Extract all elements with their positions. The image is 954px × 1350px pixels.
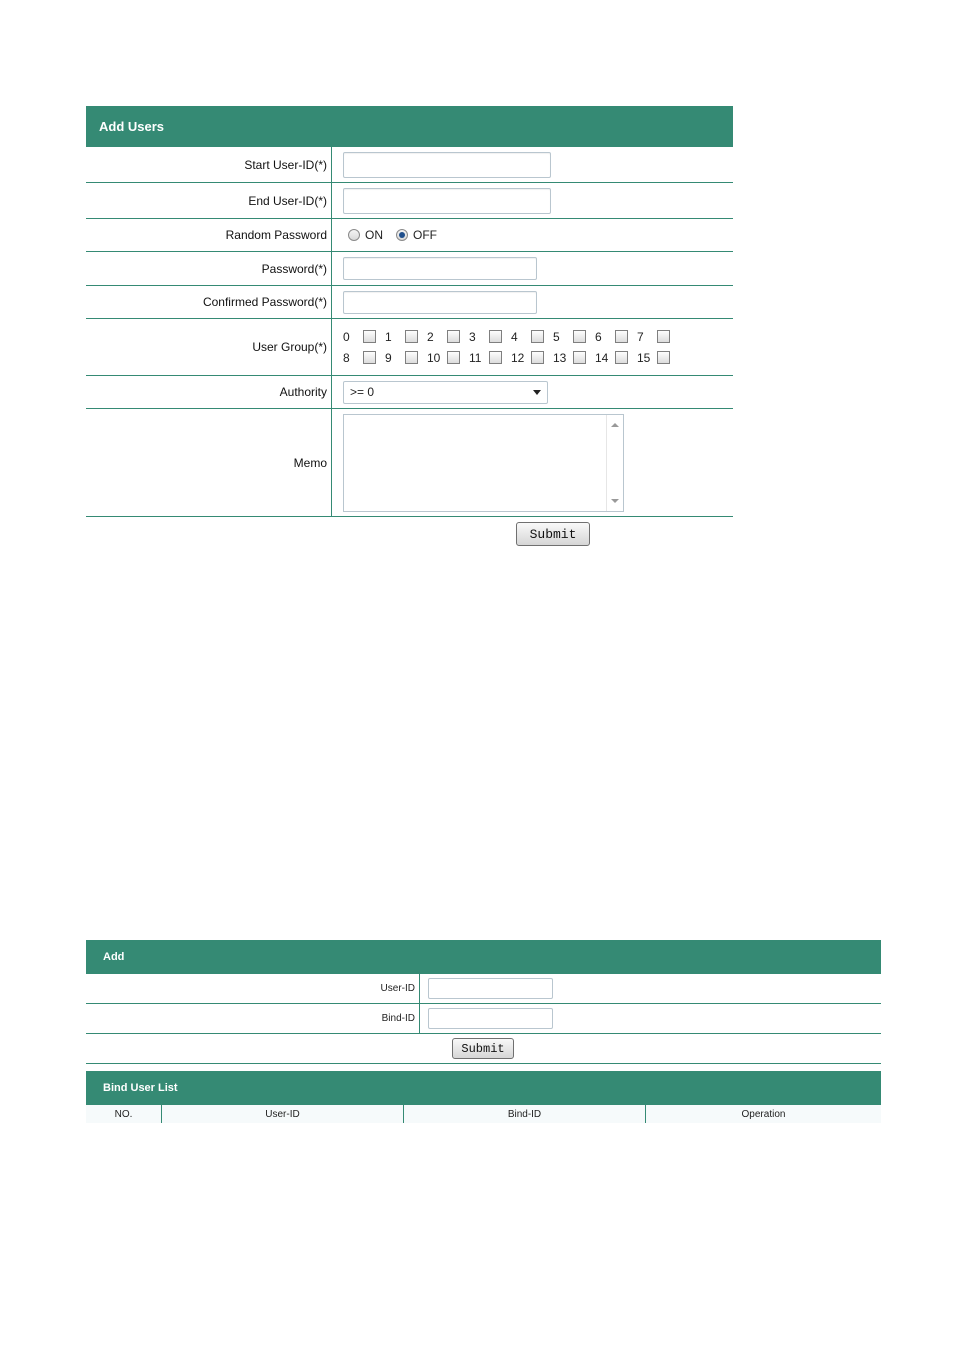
column-header-bind-id: Bind-ID <box>403 1105 645 1123</box>
random-password-row <box>86 219 733 252</box>
random-password-off-radio[interactable] <box>396 229 408 241</box>
user-group-number: 4 <box>511 329 518 344</box>
column-header-operation: Operation <box>645 1105 881 1123</box>
user-group-checkbox[interactable] <box>615 330 628 343</box>
user-group-checkbox[interactable] <box>657 351 670 364</box>
bind-id-input[interactable] <box>428 1008 553 1029</box>
user-group-number: 0 <box>343 329 350 344</box>
authority-selected-value: >= 0 <box>350 385 375 399</box>
user-group-number: 9 <box>385 350 392 365</box>
user-group-option <box>553 351 595 365</box>
user-group-checkbox[interactable] <box>405 351 418 364</box>
user-group-number: 1 <box>385 329 392 344</box>
start-user-id-input[interactable] <box>343 152 551 178</box>
bind-user-list-header <box>86 1105 881 1123</box>
user-group-option <box>343 351 385 365</box>
user-group-checkbox-grid <box>343 330 679 365</box>
user-group-option <box>595 330 637 344</box>
user-group-checkbox[interactable] <box>573 330 586 343</box>
user-group-option <box>427 330 469 344</box>
user-group-option <box>469 330 511 344</box>
user-group-checkbox[interactable] <box>363 351 376 364</box>
bind-id-label: Bind-ID <box>86 1004 420 1033</box>
user-group-checkbox[interactable] <box>447 351 460 364</box>
random-password-label: Random Password <box>86 219 332 251</box>
start-user-id-label: Start User-ID(*) <box>86 147 332 182</box>
user-group-checkbox[interactable] <box>657 330 670 343</box>
memo-scrollbar[interactable] <box>606 415 623 511</box>
random-password-on-label: ON <box>365 228 383 242</box>
user-group-option <box>385 351 427 365</box>
column-header-no: NO. <box>114 1108 133 1120</box>
confirmed-password-label: Confirmed Password(*) <box>86 286 332 318</box>
user-group-option <box>511 330 553 344</box>
user-group-number: 8 <box>343 350 350 365</box>
password-input[interactable] <box>343 257 537 280</box>
authority-label: Authority <box>86 376 332 408</box>
user-group-number: 14 <box>595 350 609 365</box>
user-group-checkbox[interactable] <box>531 351 544 364</box>
end-user-id-input[interactable] <box>343 188 551 214</box>
user-group-number: 6 <box>595 329 602 344</box>
user-group-option <box>637 351 679 365</box>
user-group-number: 13 <box>553 350 567 365</box>
user-group-checkbox[interactable] <box>489 330 502 343</box>
user-group-option <box>385 330 427 344</box>
bind-user-id-input[interactable] <box>428 978 553 999</box>
user-group-number: 12 <box>511 350 525 365</box>
user-group-option <box>553 330 595 344</box>
column-header-user-id: User-ID <box>161 1105 403 1123</box>
user-group-number: 2 <box>427 329 434 344</box>
user-group-option <box>343 330 385 344</box>
user-group-checkbox[interactable] <box>615 351 628 364</box>
confirmed-password-row <box>86 286 733 319</box>
add-users-title: Add Users <box>86 106 733 147</box>
memo-row <box>86 409 733 517</box>
random-password-on-radio[interactable] <box>348 229 360 241</box>
add-users-submit-row <box>86 517 733 549</box>
scroll-down-icon[interactable] <box>611 499 619 503</box>
password-label: Password(*) <box>86 252 332 285</box>
user-group-checkbox[interactable] <box>447 330 460 343</box>
bind-user-id-row <box>86 974 881 1004</box>
user-group-option <box>469 351 511 365</box>
user-group-checkbox[interactable] <box>573 351 586 364</box>
user-group-option <box>595 351 637 365</box>
user-group-checkbox[interactable] <box>405 330 418 343</box>
scroll-up-icon[interactable] <box>611 423 619 427</box>
end-user-id-label: End User-ID(*) <box>86 183 332 218</box>
start-user-id-row <box>86 147 733 183</box>
user-group-number: 5 <box>553 329 560 344</box>
user-group-option <box>511 351 553 365</box>
user-group-number: 15 <box>637 350 651 365</box>
add-bind-panel <box>86 940 881 1123</box>
user-group-number: 3 <box>469 329 476 344</box>
end-user-id-row <box>86 183 733 219</box>
authority-row <box>86 376 733 409</box>
user-group-label: User Group(*) <box>86 319 332 375</box>
confirmed-password-input[interactable] <box>343 291 537 314</box>
user-group-number: 7 <box>637 329 644 344</box>
user-group-option <box>427 351 469 365</box>
user-group-row <box>86 319 733 376</box>
user-group-checkbox[interactable] <box>489 351 502 364</box>
add-title: Add <box>86 940 881 974</box>
memo-textarea[interactable] <box>343 414 624 512</box>
bind-user-list-title: Bind User List <box>86 1071 881 1105</box>
user-group-checkbox[interactable] <box>363 330 376 343</box>
add-submit-row <box>86 1034 881 1064</box>
user-group-number: 10 <box>427 350 441 365</box>
password-row <box>86 252 733 286</box>
memo-label: Memo <box>86 409 332 516</box>
chevron-down-icon <box>533 390 541 395</box>
user-group-checkbox[interactable] <box>531 330 544 343</box>
authority-select[interactable] <box>343 381 548 404</box>
add-submit-button[interactable]: Submit <box>452 1038 514 1059</box>
bind-id-row <box>86 1004 881 1034</box>
add-users-submit-button[interactable]: Submit <box>516 522 590 546</box>
bind-user-id-label: User-ID <box>86 974 420 1003</box>
user-group-option <box>637 330 679 344</box>
user-group-number: 11 <box>469 350 482 365</box>
random-password-off-label: OFF <box>413 228 437 242</box>
add-users-panel <box>86 106 733 549</box>
